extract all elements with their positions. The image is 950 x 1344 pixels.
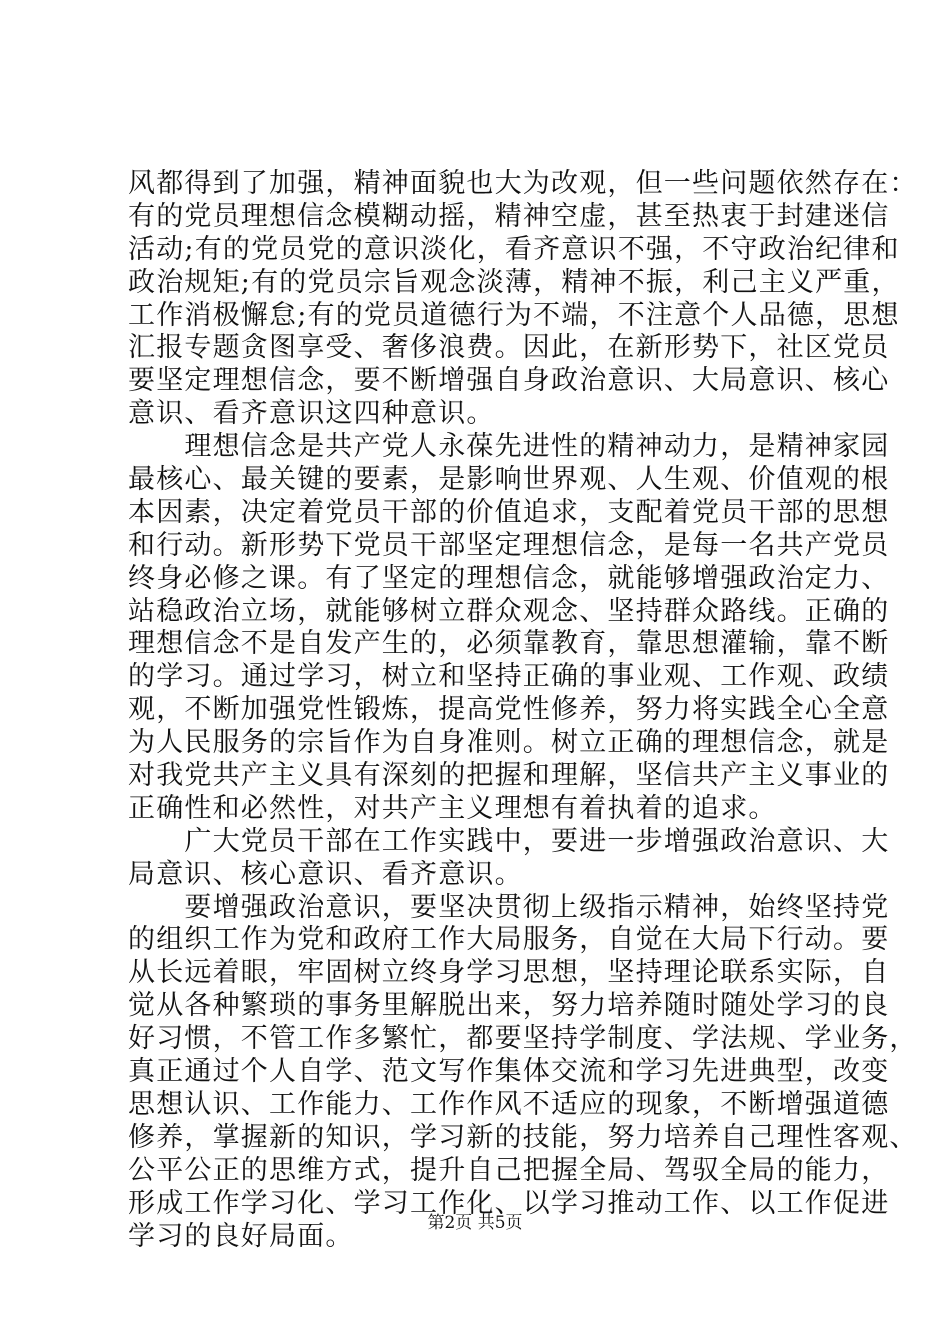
text-line: 公平公正的思维方式，提升自己把握全局、驾驭全局的能力， [128,1154,890,1186]
text-line: 为人民服务的宗旨作为自身准则。树立正确的理想信念，就是 [128,727,890,759]
text-line: 本因素，决定着党员干部的价值追求，支配着党员干部的思想 [128,496,890,528]
text-line: 工作消极懈怠;有的党员道德行为不端，不注意个人品德，思想 [128,299,900,331]
document-body [128,168,918,1253]
text-line: 正确性和必然性，对共产主义理想有着执着的追求。 [128,792,777,824]
text-line: 汇报专题贪图享受、奢侈浪费。因此，在新形势下，社区党员 [128,332,890,364]
text-line: 意识、看齐意识这四种意识。 [128,398,495,430]
text-line: 活动;有的党员党的意识淡化，看齐意识不强，不守政治纪律和 [128,233,900,265]
text-line: 思想认识、工作能力、工作作风不适应的现象，不断增强道德 [128,1088,890,1120]
text-line: 站稳政治立场，就能够树立群众观念、坚持群众路线。正确的 [128,595,890,627]
text-line: 要坚定理想信念，要不断增强自身政治意识、大局意识、核心 [128,365,890,397]
text-line: 理想信念不是自发产生的，必须靠教育，靠思想灌输，靠不断 [128,628,890,660]
text-line: 有的党员理想信念模糊动摇，精神空虚，甚至热衷于封建迷信 [128,200,890,232]
text-line: 局意识、核心意识、看齐意识。 [128,858,523,890]
text-line: 好习惯，不管工作多繁忙，都要坚持学制度、学法规、学业务， [128,1023,918,1055]
text-line: 对我党共产主义具有深刻的把握和理解，坚信共产主义事业的 [128,760,890,792]
text-line: 观，不断加强党性锻炼，提高党性修养，努力将实践全心全意 [128,694,890,726]
text-line: 风都得到了加强，精神面貌也大为改观，但一些问题依然存在： [128,168,918,199]
text-line: 修养，掌握新的知识，学习新的技能，努力培养自己理性客观、 [128,1121,918,1153]
text-line: 的学习。通过学习，树立和坚持正确的事业观、工作观、政绩 [128,661,890,693]
text-line: 的组织工作为党和政府工作大局服务，自觉在大局下行动。要 [128,924,890,956]
text-line: 最核心、最关键的要素，是影响世界观、人生观、价值观的根 [128,464,890,496]
text-line: 从长远着眼，牢固树立终身学习思想，坚持理论联系实际，自 [128,957,890,989]
text-line: 广大党员干部在工作实践中，要进一步增强政治意识、大 [128,825,890,857]
text-line: 学习的良好局面。 [128,1220,354,1252]
text-line: 形成工作学习化、学习工作化、以学习推动工作、以工作促进 [128,1187,890,1219]
text-line: 和行动。新形势下党员干部坚定理想信念，是每一名共产党员 [128,529,890,561]
text-line: 真正通过个人自学、范文写作集体交流和学习先进典型，改变 [128,1056,890,1088]
page-footer: 第2页 共5页 [427,1213,523,1233]
text-line: 理想信念是共产党人永葆先进性的精神动力，是精神家园 [128,431,890,463]
text-line: 要增强政治意识，要坚决贯彻上级指示精神，始终坚持党 [128,891,890,923]
text-line: 政治规矩;有的党员宗旨观念淡薄，精神不振，利己主义严重， [128,266,900,298]
text-line: 觉从各种繁琐的事务里解脱出来，努力培养随时随处学习的良 [128,990,890,1022]
text-line: 终身必修之课。有了坚定的理想信念，就能够增强政治定力、 [128,562,890,594]
